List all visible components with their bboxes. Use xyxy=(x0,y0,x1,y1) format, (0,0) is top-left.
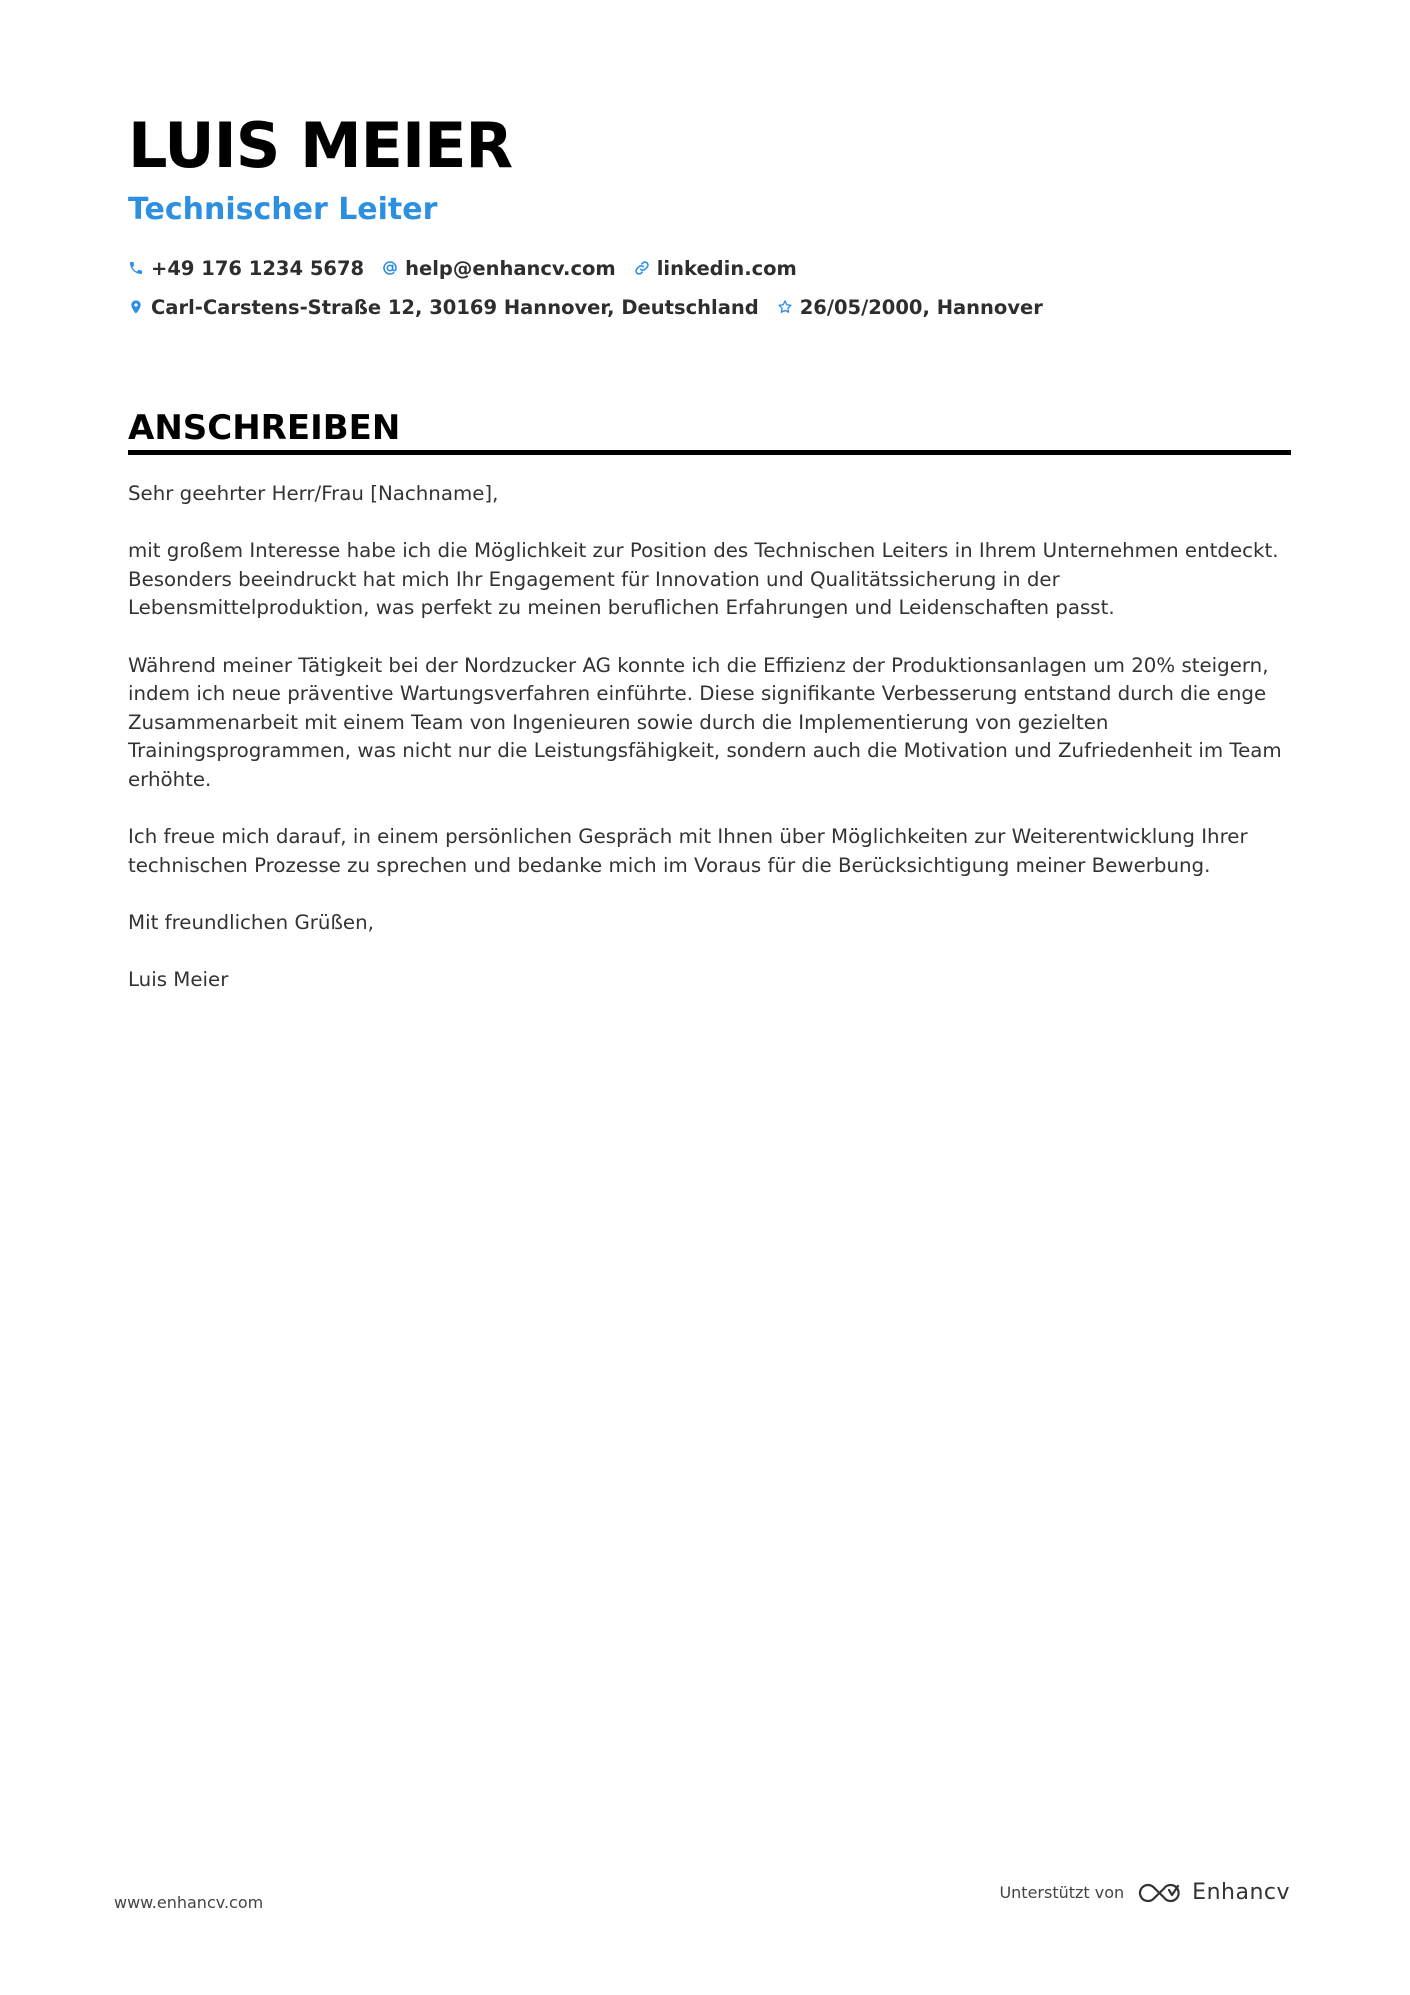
contact-email[interactable] xyxy=(382,254,616,282)
letter-body xyxy=(128,480,1298,1023)
star-icon xyxy=(777,299,793,315)
location-pin-icon xyxy=(128,299,144,315)
link-icon xyxy=(634,260,650,276)
enhancv-logo-icon xyxy=(1136,1881,1182,1905)
birth-text: 26/05/2000, Hannover xyxy=(799,295,1043,319)
phone-icon xyxy=(128,260,144,276)
job-title: Technischer Leiter xyxy=(128,192,438,227)
linkedin-text[interactable]: linkedin.com xyxy=(656,256,797,280)
footer-website[interactable]: www.enhancv.com xyxy=(114,1893,264,1912)
contact-birth xyxy=(777,293,1043,321)
at-icon xyxy=(382,260,398,276)
contact-address xyxy=(128,293,759,321)
letter-closing: Mit freundlichen Grüßen, xyxy=(128,910,374,934)
powered-by-text: Unterstützt von xyxy=(999,1883,1125,1902)
letter-salutation: Sehr geehrter Herr/Frau [Nachname], xyxy=(128,482,499,505)
contact-phone xyxy=(128,254,364,282)
email-text[interactable]: help@enhancv.com xyxy=(405,256,616,280)
contact-row-secondary xyxy=(128,293,1061,321)
contact-linkedin[interactable] xyxy=(634,254,797,282)
letter-paragraph: mit großem Interesse habe ich die Möglichkeit zur Position des Technischen Leiters in Ihrem Unternehmen entdeckt. Besonders beeindruckt hat mich Ihr Engagement für Innovation und Qualitätssicherung in der Lebensmittelproduktion, was perfekt zu meinen beruflichen Erfahrungen und Leidenschaften passt. xyxy=(128,539,1279,620)
phone-text: +49 176 1234 5678 xyxy=(151,256,365,280)
contact-row-primary xyxy=(128,254,815,282)
section-divider xyxy=(128,450,1291,455)
letter-paragraph: Während meiner Tätigkeit bei der Nordzucker AG konnte ich die Effizienz der Produktionsanlagen um 20% steigern, indem ich neue präventive Wartungsverfahren einführte. Diese signifikante Verbesserung entstand durch die enge Zusammenarbeit mit einem Team von Ingenieuren sowie durch die Implementierung von gezielten Trainingsprogrammen, was nicht nur die Leistungsfähigkeit, sondern auch die Motivation und Zufriedenheit im Team erhöhte. xyxy=(128,653,1282,791)
brand-name: Enhancv xyxy=(1192,1880,1290,1905)
letter-signature: Luis Meier xyxy=(128,968,229,992)
section-title: ANSCHREIBEN xyxy=(128,408,401,448)
address-text: Carl-Carstens-Straße 12, 30169 Hannover, Deutschland xyxy=(151,295,759,319)
applicant-name: LUIS MEIER xyxy=(128,109,513,182)
footer-branding xyxy=(999,1880,1290,1905)
letter-paragraph: Ich freue mich darauf, in einem persönlichen Gespräch mit Ihnen über Möglichkeiten zur Weiterentwicklung Ihrer technischen Prozesse zu sprechen und bedanke mich im Voraus für die Berücksichtigung meiner Bewerbung. xyxy=(128,825,1248,877)
